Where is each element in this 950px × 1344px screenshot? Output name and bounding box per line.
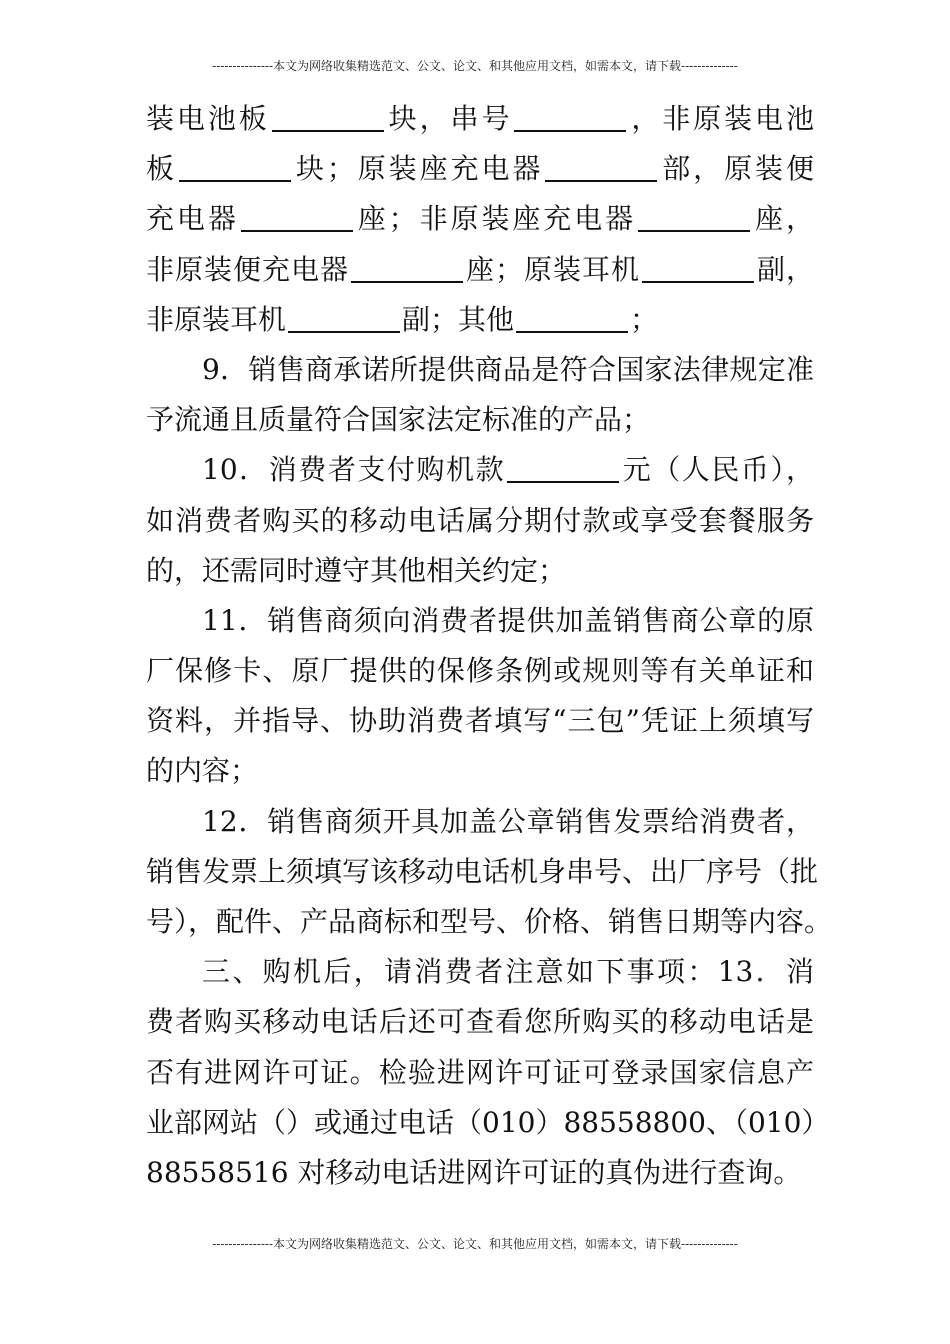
item-13-line-2: 费者购买移动电话后还可查看您所购买的移动电话是: [146, 1005, 814, 1039]
item-11-line-3: 资料，并指导、协助消费者填写“三包”凭证上须填写: [146, 704, 814, 738]
accessories-line-2: [146, 144, 814, 194]
fill-blank[interactable]: [241, 202, 353, 232]
fill-blank[interactable]: [288, 303, 400, 333]
item-12-line-2: 销售发票上须填写该移动电话机身串号、出厂序号（批: [146, 854, 819, 888]
item-12-line-3: 号），配件、产品商标和型号、价格、销售日期等内容。: [146, 905, 833, 938]
text-run: 非原装便充电器: [146, 252, 349, 286]
fill-blank[interactable]: [545, 152, 657, 182]
footer-banner: ---------------本文为网络收集精选范文、公文、论文、和其他应用文档，如需本文，请下载--------------: [212, 1237, 738, 1251]
fill-blank[interactable]: [638, 202, 750, 232]
item-11-line-4: 的内容；: [146, 754, 259, 788]
text-run: 元（人民币），: [621, 453, 814, 487]
item-12-line-1: 12．销售商须开具加盖公章销售发票给消费者，: [202, 804, 814, 838]
text-run: 非原装耳机: [146, 302, 287, 336]
document-body: [146, 94, 833, 1198]
text-run: 座，: [752, 202, 814, 236]
header-banner: ---------------本文为网络收集精选范文、公文、论文、和其他应用文档，如需本文，请下载--------------: [212, 59, 738, 73]
accessories-line-1: [146, 94, 814, 144]
section-3-heading: 三、购机后，请消费者注意如下事项：: [202, 955, 718, 989]
fill-blank[interactable]: [516, 303, 628, 333]
text-run: 块；原装座充电器: [292, 152, 544, 186]
accessories-line-5: [146, 295, 814, 345]
text-run: 座；原装耳机: [464, 252, 640, 286]
text-run: 装电池板: [146, 102, 270, 135]
accessories-line-4: [146, 245, 814, 295]
item-10-line-3: 的，还需同时遵守其他相关约定；: [146, 553, 567, 587]
item-13-line-3: 否有进网许可证。检验进网许可证可登录国家信息产: [146, 1055, 814, 1089]
text-run: 副，: [755, 252, 814, 286]
fill-blank[interactable]: [272, 102, 384, 132]
fill-blank[interactable]: [514, 102, 626, 132]
text-run: ，非原装电池: [628, 102, 814, 135]
section-3-heading-line: [146, 947, 814, 997]
text-run: 块，串号: [385, 102, 513, 135]
item-13-line-4: 业部网站（）或通过电话（010）88558800、（010）: [146, 1105, 830, 1139]
item-13-start: 13．消: [717, 955, 814, 989]
fill-blank[interactable]: [179, 152, 291, 182]
item-9-line-1: 9．销售商承诺所提供商品是符合国家法律规定准: [202, 352, 814, 386]
item-9-line-2: 予流通且质量符合国家法定标准的产品；: [146, 403, 651, 437]
text-run: 副；其他: [402, 302, 515, 336]
item-11-line-2: 厂保修卡、原厂提供的保修条例或规则等有关单证和: [146, 654, 814, 688]
text-run: ；: [630, 302, 659, 336]
fill-blank[interactable]: [351, 253, 463, 283]
item-13-line-5: 88558516 对移动电话进网许可证的真伪进行查询。: [146, 1155, 802, 1189]
accessories-line-3: [146, 194, 814, 244]
text-run: 部，原装便: [659, 152, 814, 186]
fill-blank[interactable]: [507, 453, 619, 483]
item-10-line-2: 如消费者购买的移动电话属分期付款或享受套餐服务: [146, 503, 814, 537]
text-run: 充电器: [146, 202, 239, 236]
fill-blank[interactable]: [642, 253, 754, 283]
text-run: 座；非原装座充电器: [354, 202, 637, 236]
text-run: 10．消费者支付购机款: [202, 453, 506, 487]
item-11-line-1: 11．销售商须向消费者提供加盖销售商公章的原: [202, 603, 814, 637]
item-10-line-1: [146, 445, 814, 495]
text-run: 板: [146, 152, 177, 186]
